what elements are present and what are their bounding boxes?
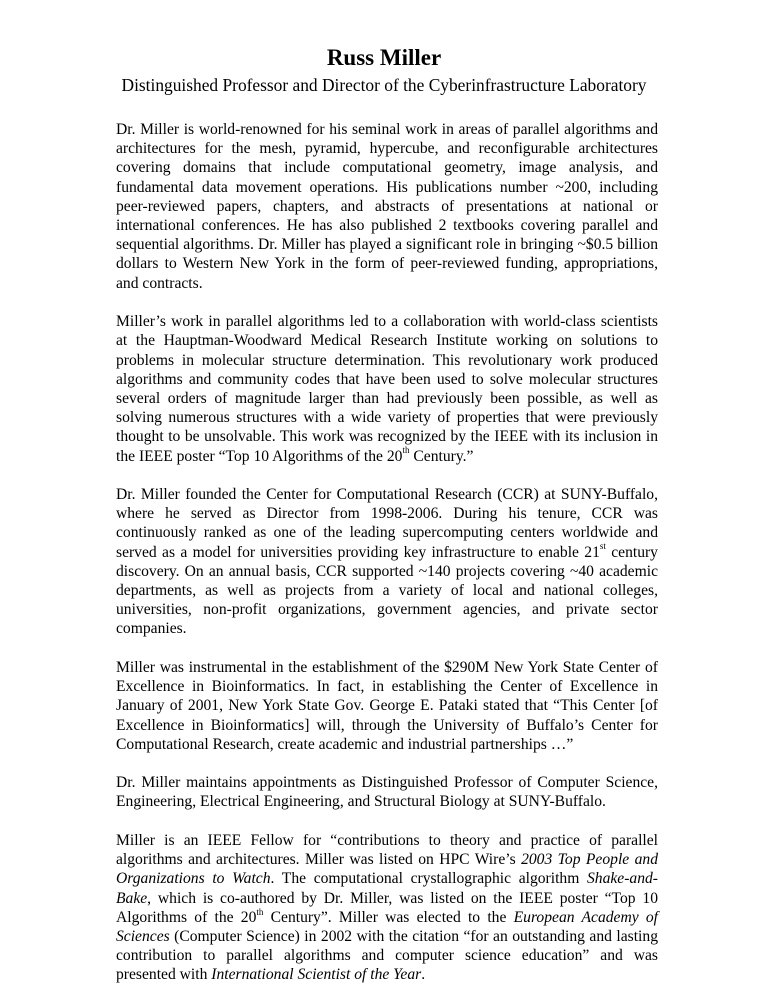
superscript: th	[402, 445, 410, 456]
italic-text: Shake-and-Bake	[116, 870, 658, 907]
paragraph-text: , which is co-authored by Dr. Miller, was listed on the IEEE poster “Top 10 Algorithms of the 20	[116, 889, 658, 926]
paragraph-honors	[116, 831, 658, 985]
page-title: Russ Miller	[326, 45, 442, 70]
document-body	[116, 120, 658, 1004]
paragraph-appointments: Dr. Miller maintains appointments as Distinguished Professor of Computer Science, Engineering, Electrical Engineering, and Structural Biology at SUNY-Buffalo.	[116, 774, 658, 811]
superscript: st	[599, 541, 606, 552]
paragraph-hauptman-woodward	[116, 312, 658, 466]
paragraph-text: (Computer Science) in 2002 with the citation “for an outstanding and lasting contribution to parallel algorithms and computer science education” and was presented with	[116, 928, 658, 984]
paragraph-bioinformatics: Miller was instrumental in the establishment of the $290M New York State Center of Excellence in Bioinformatics. In fact, in establishing the Center of Excellence in January of 2001, New York State Gov. George E. Pataki stated that “This Center [of Excellence in Bioinformatics] will, through the University of Buffalo’s Center for Computational Research, create academic and industrial partnerships …”	[116, 658, 658, 753]
paragraph-text: Miller’s work in parallel algorithms led to a collaboration with world-class scientists at the Hauptman-Woodward Medical Research Institute working on solutions to problems in molecular structure determination. This revolutionary work produced algorithms and community codes that have been used to solve molecular structures several orders of magnitude larger than had previously been possible, as well as solving numerous structures with a wide variety of properties that were previously thought to be unsolvable. This work was recognized by the IEEE with its inclusion in the IEEE poster “Top 10 Algorithms of the 20	[116, 313, 658, 465]
paragraph-research: Dr. Miller is world-renowned for his seminal work in areas of parallel algorithms and architectures for the mesh, pyramid, hypercube, and reconfigurable architectures covering domains that include computational geometry, image analysis, and fundamental data movement operations. His publications number ~200, including peer-reviewed papers, chapters, and abstracts of presentations at national or international conferences. He has also published 2 textbooks covering parallel and sequential algorithms. Dr. Miller has played a significant role in bringing ~$0.5 billion dollars to Western New York in the form of peer-reviewed funding, appropriations, and contracts.	[116, 121, 658, 292]
paragraph-text: .	[421, 966, 426, 984]
superscript: th	[256, 906, 264, 917]
italic-text: European Academy of Sciences	[116, 908, 658, 945]
paragraph-text: Century.”	[409, 447, 474, 465]
paragraph-text: Century”. Miller was elected to the	[263, 908, 514, 926]
paragraph-text: . The computational crystallographic algorithm	[270, 870, 587, 888]
paragraph-text: Dr. Miller founded the Center for Computational Research (CCR) at SUNY-Buffalo, where he served as Director from 1998-2006. During his tenure, CCR was continuously ranked as one of the leading supercomputing centers worldwide and served as a model for universities providing key infrastructure to enable 21	[116, 486, 658, 561]
italic-text: International Scientist of the Year	[211, 966, 422, 984]
paragraph-text: Miller is an IEEE Fellow for “contributions to theory and practice of parallel algorithms and architectures. Miller was listed on HPC Wire’s	[116, 831, 658, 869]
paragraph-text: century discovery. On an annual basis, CCR supported ~140 projects covering ~40 academic departments, as well as projects from a variety of local and national colleges, universities, non-profit organizations, government agencies, and private sector companies.	[116, 543, 658, 638]
page-subtitle: Distinguished Professor and Director of the Cyberinfrastructure Laboratory	[121, 75, 647, 95]
paragraph-ccr	[116, 485, 658, 639]
italic-text: 2003 Top People and Organizations to Watch	[116, 851, 658, 888]
